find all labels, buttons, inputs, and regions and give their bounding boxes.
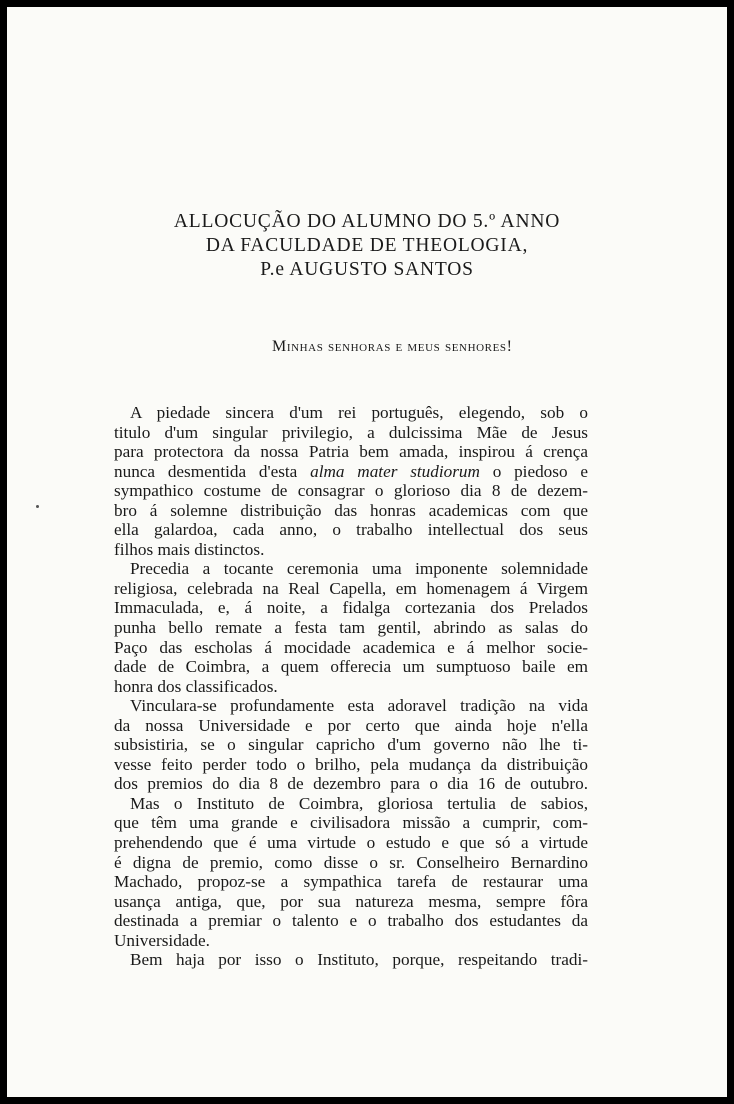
- text-line: Paço das escholas á mocidade academica e á melhor socie-: [114, 637, 588, 657]
- text-line: destinada a premiar o talento e o trabalho dos estudantes da: [114, 911, 588, 931]
- text-line: subsistiria, se o singular capricho d'um governo não lhe ti-: [114, 735, 588, 755]
- page-speck: [36, 505, 39, 508]
- text-line: Universidade.: [114, 930, 210, 950]
- italic-phrase: alma mater studiorum: [310, 461, 480, 481]
- text-line: titulo d'um singular privilegio, a dulcissima Mãe de Jesus: [114, 422, 588, 442]
- text-line: bro á solemne distribuição das honras academicas com que: [114, 500, 588, 520]
- text-line: da nossa Universidade e por certo que ainda hoje n'ella: [114, 715, 588, 735]
- text-line: sympathico costume de consagrar o glorioso dia 8 de dezem-: [114, 481, 588, 501]
- text-line: Bem haja por isso o Instituto, porque, respeitando tradi-: [130, 950, 588, 970]
- text-line: religiosa, celebrada na Real Capella, em homenagem á Virgem: [114, 578, 588, 598]
- text-line: filhos mais distinctos.: [114, 539, 265, 559]
- text-line: usança antiga, que, por sua natureza mesma, sempre fôra: [114, 891, 588, 911]
- salutation: Minhas senhoras e meus senhores!: [272, 338, 513, 355]
- text-line: prehendendo que é uma virtude o estudo e que só a virtude: [114, 833, 588, 853]
- text-line: honra dos classificados.: [114, 676, 278, 696]
- text-line: A piedade sincera d'um rei português, elegendo, sob o: [130, 403, 588, 422]
- text-line: Immaculada, e, á noite, a fidalga cortezania dos Prelados: [114, 598, 588, 618]
- text-line: Precedia a tocante ceremonia uma imponente solemnidade: [130, 559, 588, 579]
- text-line: dade de Coimbra, a quem offerecia um sumptuoso baile em: [114, 657, 588, 677]
- text-line: punha bello remate a festa tam gentil, abrindo as salas do: [114, 618, 588, 638]
- title-line-3: P.e AUGUSTO SANTOS: [260, 259, 474, 280]
- body-text: [114, 403, 588, 970]
- title-line-2: DA FACULDADE DE THEOLOGIA,: [205, 235, 529, 256]
- text-line: ella galardoa, cada anno, o trabalho intellectual dos seus: [114, 520, 588, 540]
- text-line: Mas o Instituto de Coimbra, gloriosa tertulia de sabios,: [130, 793, 588, 813]
- title-line-1: ALLOCUÇÃO DO ALUMNO DO 5.º ANNO: [173, 211, 561, 232]
- text-line: Vinculara-se profundamente esta adoravel tradição na vida: [130, 696, 588, 716]
- text-line: vesse feito perder todo o brilho, pela mudança da distribuição: [114, 754, 588, 774]
- text-line: para protectora da nossa Patria bem amada, inspirou á crença: [114, 442, 588, 462]
- text-line: [114, 462, 588, 482]
- document-title: [0, 210, 734, 282]
- text-line: que têm uma grande e civilisadora missão a cumprir, com-: [114, 813, 588, 833]
- text-segment: nunca desmentida d'esta: [114, 461, 311, 481]
- text-line: é digna de premio, como disse o sr. Conselheiro Bernardino: [114, 852, 588, 872]
- text-line: Machado, propoz-se a sympathica tarefa de restaurar uma: [114, 872, 588, 892]
- text-segment: o piedoso e: [479, 461, 588, 481]
- text-line: dos premios do dia 8 de dezembro para o dia 16 de outubro.: [114, 774, 588, 794]
